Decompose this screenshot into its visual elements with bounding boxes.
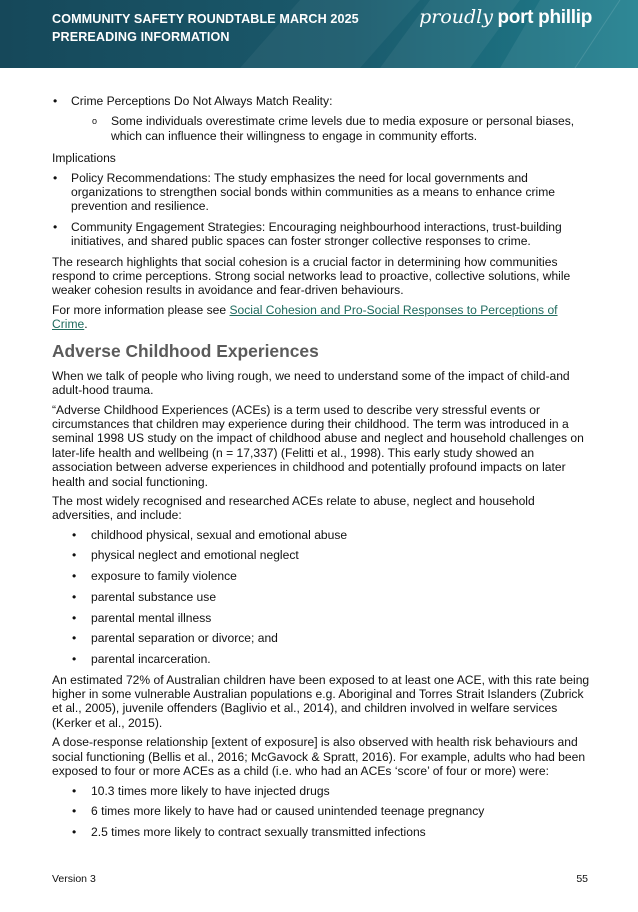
bullet-crime-perceptions: Crime Perceptions Do Not Always Match Reality: — [71, 94, 333, 108]
social-cohesion-link[interactable]: Social Cohesion and Pro-Social Responses to Perceptions of Crime — [52, 302, 558, 332]
list-item: • exposure to family violence — [52, 569, 590, 583]
more-info-paragraph — [52, 303, 590, 332]
aces-list — [52, 528, 590, 667]
list-item: • parental mental illness — [52, 611, 590, 625]
aces-definition-paragraph: “Adverse Childhood Experiences (ACEs) is a term used to describe very stressful events or circumstances that children may experience during their childhood. The term was introduced in a seminal 1998 US study on the impact of childhood abuse and neglect and household challenges on later-life health and wellbeing (n = 17,337) (Felitti et al., 1998). This early study showed an association between adverse experiences in childhood and potentially profound impacts on later health and social functioning. — [52, 402, 584, 489]
list-item: • physical neglect and emotional neglect — [52, 548, 590, 562]
dose-response-paragraph: A dose-response relationship [extent of exposure] is also observed with health risk behaviours and social functioning (Bellis et al., 2016; McGavock & Spratt, 2016). For example, adults who had been exposed to four or more ACEs as a child (i.e. who had an ACEs ‘score’ of four or more) were: — [52, 735, 586, 779]
more-info-prefix: For more information please see — [52, 302, 230, 317]
sub-list — [52, 114, 590, 143]
intro-paragraph: When we talk of people who living rough, we need to understand some of the impact of child-and adult-hood trauma. — [52, 368, 570, 398]
crime-perception-list — [52, 94, 590, 108]
footer-page-number: 55 — [576, 873, 588, 885]
sub-list-item: o Some individuals overestimate crime levels due to media exposure or personal biases, which can influence their willingness to engage in community efforts. — [52, 114, 590, 143]
list-item: • parental substance use — [52, 590, 590, 604]
list-item: • 10.3 times more likely to have injected drugs — [52, 784, 590, 798]
list-item — [52, 94, 590, 108]
more-info-suffix: . — [84, 317, 88, 332]
list-item: • Community Engagement Strategies: Encouraging neighbourhood interactions, trust-building initiatives, and shared public spaces can foster stronger collective responses to crime. — [52, 220, 590, 249]
implications-label: Implications — [52, 151, 116, 166]
section-heading: Adverse Childhood Experiences — [52, 340, 319, 361]
list-item: • childhood physical, sexual and emotional abuse — [52, 528, 590, 542]
list-item: • parental incarceration. — [52, 652, 590, 666]
research-paragraph: The research highlights that social cohesion is a crucial factor in determining how communities respond to crime perceptions. Strong social networks lead to proactive, collective solutions, while weaker cohesion results in avoidance and fear-driven behaviours. — [52, 254, 571, 298]
prevalence-paragraph: An estimated 72% of Australian children have been exposed to at least one ACE, with this rate being higher in some vulnerable Australian populations e.g. Aboriginal and Torres Strait Islanders (Zubrick et al., 2005), juvenile offenders (Baglivio et al., 2014), and children involved in welfare services (Kerker et al., 2015). — [52, 672, 590, 730]
header-title-line1: COMMUNITY SAFETY ROUNDTABLE MARCH 2025 — [52, 12, 359, 26]
header-title-line2: PREREADING INFORMATION — [52, 30, 230, 44]
list-item: • parental separation or divorce; and — [52, 631, 590, 645]
port-phillip-logo — [419, 6, 592, 29]
implications-list — [52, 171, 590, 249]
aces-include-paragraph: The most widely recognised and researched ACEs relate to abuse, neglect and household adversities, and include: — [52, 493, 535, 523]
page-header — [0, 0, 638, 68]
logo-script-text: proudly — [419, 6, 493, 28]
list-item: • 2.5 times more likely to contract sexually transmitted infections — [52, 825, 590, 839]
list-item: • Policy Recommendations: The study emphasizes the need for local governments and organizations to strengthen social bonds within communities as a means to enhance crime prevention and resilience. — [52, 171, 590, 214]
header-title — [52, 10, 359, 46]
logo-brand-text: port phillip — [497, 7, 592, 28]
footer-version: Version 3 — [52, 873, 96, 885]
risk-list — [52, 784, 590, 840]
page-content — [52, 94, 590, 846]
list-item: • 6 times more likely to have had or caused unintended teenage pregnancy — [52, 804, 590, 818]
